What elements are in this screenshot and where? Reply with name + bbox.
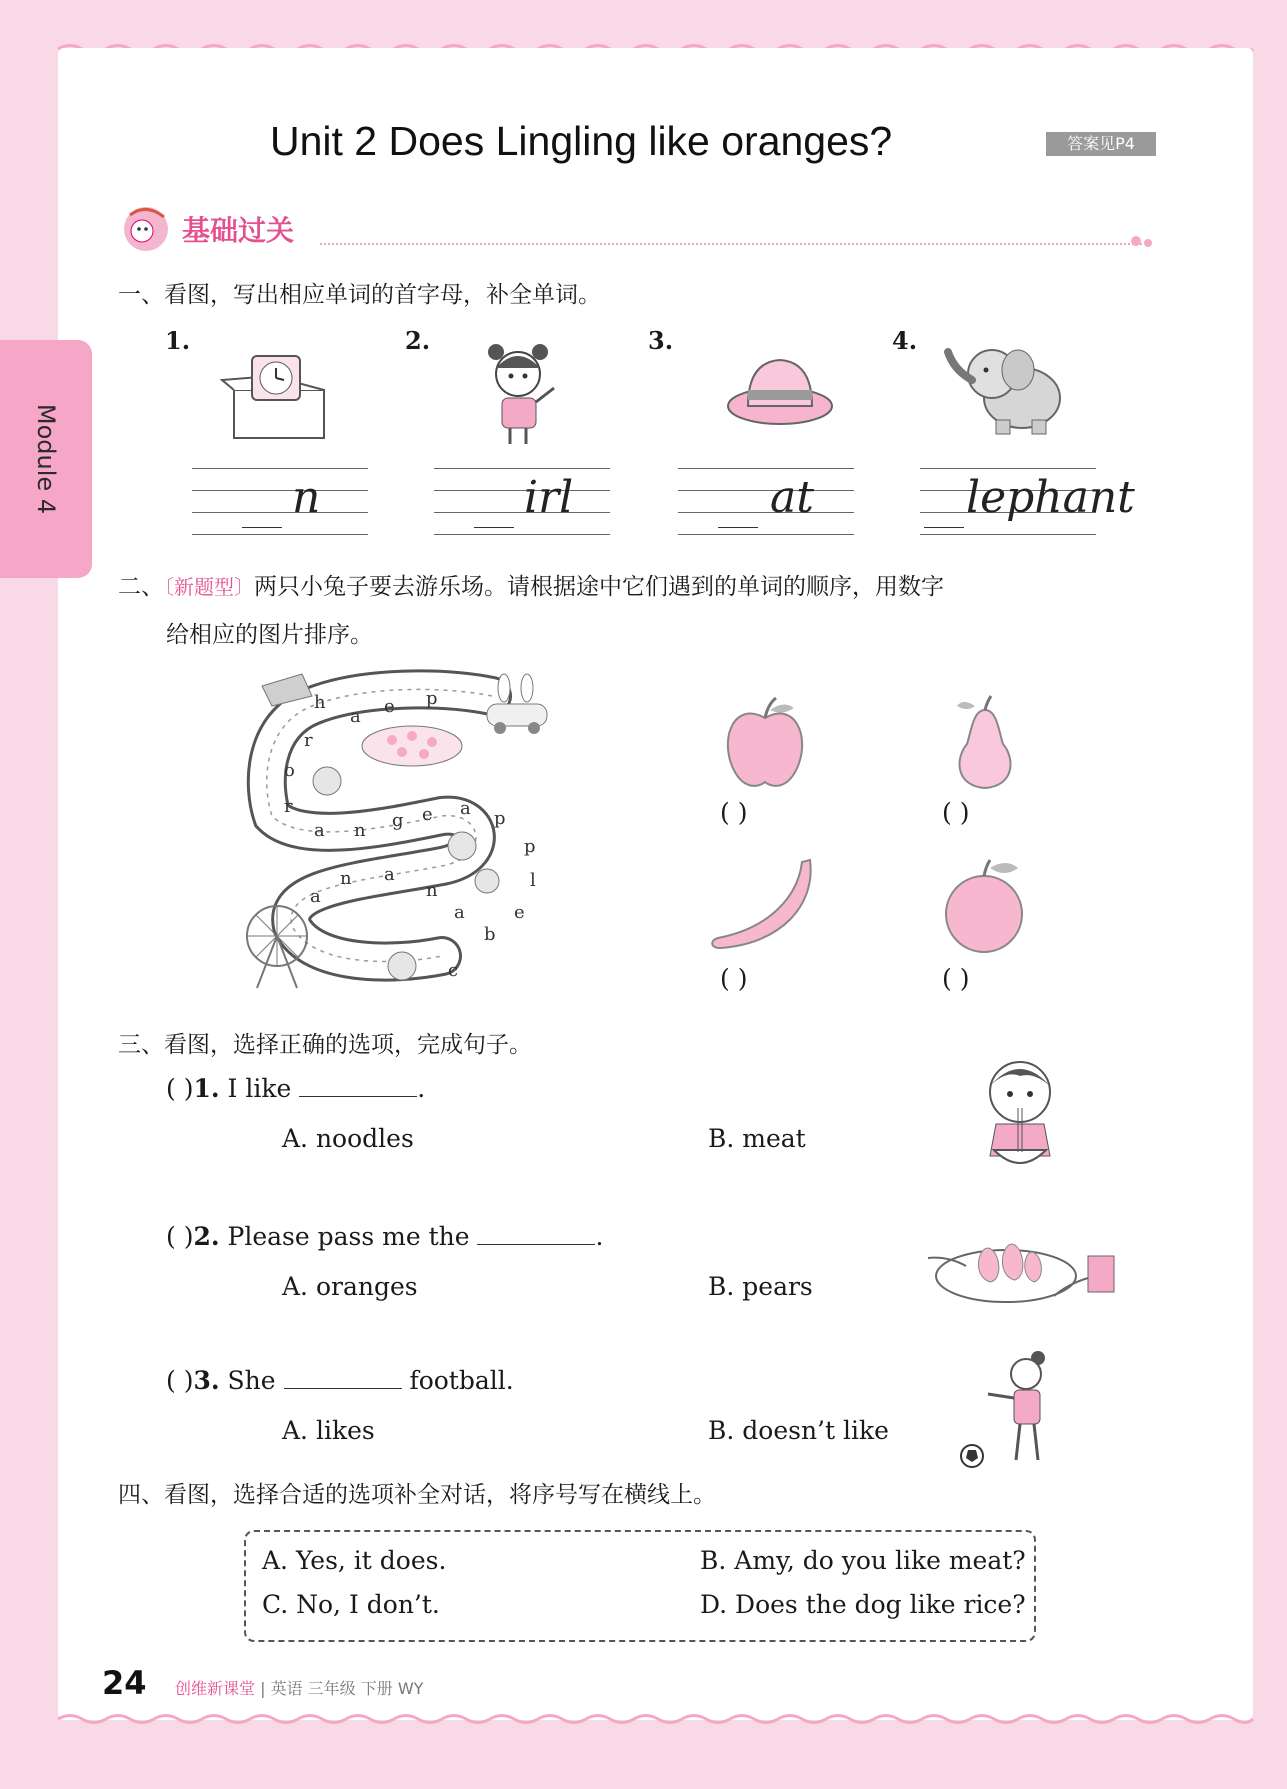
maze-letter: b [484, 924, 496, 945]
mascot-icon [120, 205, 172, 253]
clock-in-box-icon [222, 350, 342, 450]
q1-item-3-number: 3. [648, 326, 674, 355]
q3-item-3-option-b: B. doesn’t like [708, 1416, 889, 1445]
q1-item-2-number: 2. [405, 326, 431, 355]
maze-letter: a [314, 820, 325, 841]
q1-item-3-suffix: at [770, 472, 814, 523]
maze-letter: g [392, 810, 404, 831]
section-label: 基础过关 [182, 214, 295, 247]
q1-item-1-suffix: n [292, 472, 321, 523]
elephant-icon [944, 340, 1074, 440]
q3-item-1-option-b: B. meat [708, 1124, 806, 1153]
maze-letter: n [354, 820, 366, 841]
q3-item-2-number: 2. [193, 1222, 220, 1251]
section-divider [320, 243, 1142, 245]
q3-item-2-before: Please pass me the [219, 1222, 478, 1251]
answer-badge: 答案见P4 [1046, 132, 1156, 156]
q4-option-c: C. No, I don’t. [262, 1590, 440, 1619]
q1-item-3-writing-lines[interactable] [678, 468, 854, 534]
module-tab-label: Module 4 [32, 403, 60, 515]
q3-item-1-option-a: A. noodles [282, 1124, 414, 1153]
pear-answer-parentheses[interactable]: ( ) [942, 798, 970, 827]
maze-letter: n [340, 868, 352, 889]
footer-book-info: | 英语 三年级 下册 WY [260, 1679, 424, 1698]
q3-item-2-sentence [166, 1222, 603, 1251]
maze-letter: r [284, 796, 293, 817]
q3-item-1-sentence [166, 1074, 425, 1103]
q4-instruction: 四、看图，选择合适的选项补全对话，将序号写在横线上。 [118, 1482, 716, 1508]
q3-item-1-parentheses[interactable]: ( ) [166, 1074, 194, 1103]
girl-icon [478, 338, 568, 448]
q3-item-1-blank[interactable] [299, 1078, 417, 1097]
section-header [120, 205, 1160, 251]
q3-item-3-number: 3. [193, 1366, 220, 1395]
q3-item-1-number: 1. [193, 1074, 220, 1103]
banana-answer-parentheses[interactable]: ( ) [720, 964, 748, 993]
q3-item-2-option-a: A. oranges [282, 1272, 418, 1301]
orange-answer-parentheses[interactable]: ( ) [942, 964, 970, 993]
banana-icon [710, 856, 820, 956]
maze-letter: a [310, 886, 321, 907]
q3-item-2-parentheses[interactable]: ( ) [166, 1222, 194, 1251]
orange-icon [940, 856, 1030, 956]
footer-info [175, 1676, 423, 1699]
maze-letter: o [284, 760, 295, 781]
q3-item-2-option-b: B. pears [708, 1272, 813, 1301]
maze-letter: n [426, 880, 438, 901]
q1-item-4-writing-lines[interactable] [920, 468, 1135, 534]
maze-letter: p [494, 808, 506, 829]
maze-letter: a [350, 706, 361, 727]
q2-new-type-tag: 〔新题型〕 [164, 575, 254, 599]
unit-title: Unit 2 Does Lingling like oranges? [270, 118, 893, 164]
q4-option-b: B. Amy, do you like meat? [700, 1546, 1026, 1575]
page-number: 24 [102, 1664, 147, 1702]
q2-instruction-line2: 给相应的图片排序。 [166, 622, 373, 648]
bottom-wave-border [58, 1712, 1253, 1726]
q3-item-2-after: . [595, 1222, 604, 1251]
q3-item-3-before: She [219, 1366, 284, 1395]
q3-item-3-parentheses[interactable]: ( ) [166, 1366, 194, 1395]
maze-letter: l [530, 870, 536, 891]
hat-icon [724, 350, 836, 430]
q2-instruction-line1 [118, 568, 944, 601]
q3-instruction: 三、看图，选择正确的选项，完成句子。 [118, 1032, 532, 1058]
maze-letter: p [524, 836, 536, 857]
maze-letter: r [304, 730, 313, 751]
q1-instruction: 一、看图，写出相应单词的首字母，补全单词。 [118, 282, 601, 308]
boy-eating-noodles-icon [960, 1052, 1080, 1182]
q3-item-1-after: . [417, 1074, 426, 1103]
maze-letter: a [460, 798, 471, 819]
q3-item-1-before: I like [219, 1074, 300, 1103]
maze-letter: e [422, 804, 433, 825]
q1-item-2-writing-lines[interactable] [434, 468, 610, 534]
maze-letter: e [384, 696, 395, 717]
q3-item-3-after: football. [401, 1366, 514, 1395]
q4-options-box [244, 1530, 1036, 1642]
maze-letter: c [448, 960, 459, 981]
q4-option-d: D. Does the dog like rice? [700, 1590, 1026, 1619]
q1-item-1-writing-lines[interactable] [192, 468, 368, 534]
maze-letters [242, 666, 562, 996]
q1-item-2-suffix: irl [524, 472, 574, 523]
q4-option-a: A. Yes, it does. [262, 1546, 447, 1575]
maze-letter: e [514, 902, 525, 923]
maze-letter: a [454, 902, 465, 923]
dots-decoration-icon [1130, 235, 1160, 249]
q1-item-4-number: 4. [892, 326, 918, 355]
plate-of-pears-icon [928, 1226, 1118, 1316]
girl-with-football-icon [956, 1344, 1066, 1478]
maze-letter: p [426, 688, 438, 709]
footer-brand: 创维新课堂 [175, 1679, 256, 1698]
q2-prefix: 二、 [118, 574, 164, 600]
q1-item-1-number: 1. [165, 326, 191, 355]
module-tab [0, 340, 92, 578]
q3-item-3-option-a: A. likes [282, 1416, 375, 1445]
q3-item-3-blank[interactable] [284, 1370, 402, 1389]
apple-icon [720, 696, 810, 796]
q1-item-4-suffix: lephant [966, 472, 1135, 523]
q3-item-2-blank[interactable] [477, 1226, 595, 1245]
maze-letter: a [384, 864, 395, 885]
q3-item-3-sentence [166, 1366, 514, 1395]
apple-answer-parentheses[interactable]: ( ) [720, 798, 748, 827]
maze-letter: h [314, 692, 326, 713]
pear-icon [945, 696, 1025, 796]
q2-instruction-text: 两只小兔子要去游乐场。请根据途中它们遇到的单词的顺序，用数字 [254, 574, 944, 600]
